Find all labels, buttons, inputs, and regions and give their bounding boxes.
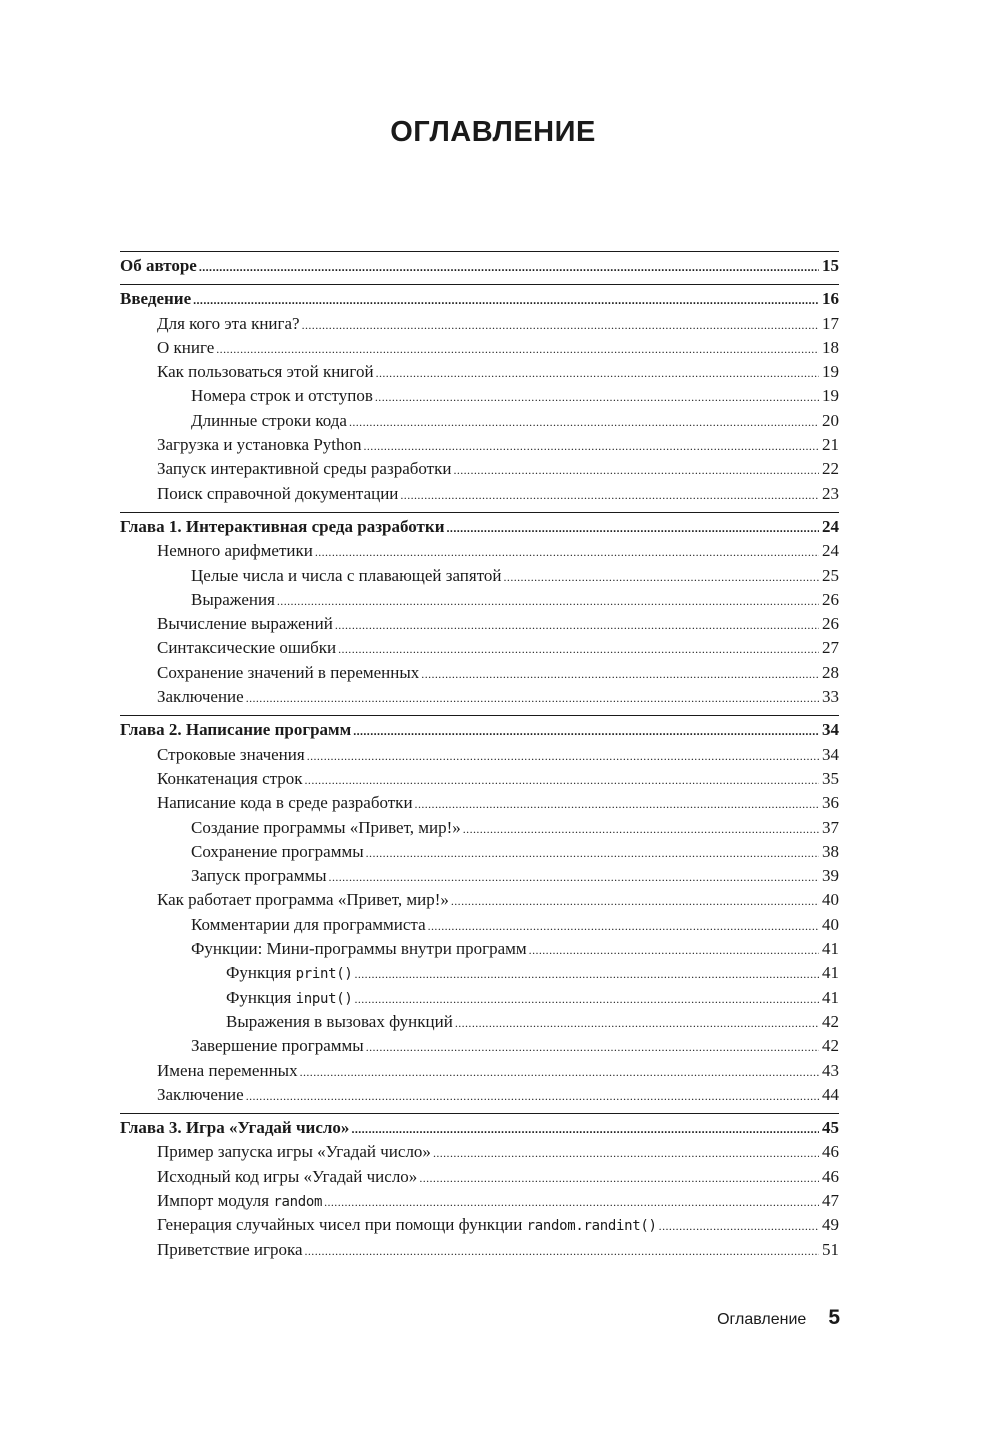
toc-entry[interactable] xyxy=(120,840,839,864)
toc-section xyxy=(120,251,839,284)
toc-entry-text: Поиск справочной документации xyxy=(157,483,399,503)
toc-entry-title xyxy=(120,636,338,660)
toc-entry-title xyxy=(120,1140,433,1164)
toc-entry[interactable] xyxy=(120,685,839,709)
toc-page-number: 19 xyxy=(822,362,839,382)
toc-page-number: 51 xyxy=(822,1239,839,1259)
toc-entry-title xyxy=(120,791,415,815)
toc-entry-text: Написание кода в среде разработки xyxy=(157,793,413,813)
dot-leader xyxy=(277,588,819,613)
toc-entry[interactable] xyxy=(120,588,839,612)
dot-leader xyxy=(246,1083,819,1108)
toc-entry[interactable] xyxy=(120,1034,839,1058)
toc-entry-text: Комментарии для программиста xyxy=(191,914,426,934)
toc-page-number: 39 xyxy=(822,866,839,886)
toc-entry-title xyxy=(120,588,277,612)
toc-entry-text: Строковые значения xyxy=(157,744,305,764)
toc-page-number: 28 xyxy=(822,662,839,682)
toc-page-number: 43 xyxy=(822,1060,839,1080)
toc-page-number: 34 xyxy=(822,720,839,740)
toc-entry-text: Глава 2. Написание программ xyxy=(120,720,352,740)
dot-leader xyxy=(246,685,819,710)
toc-entry-title xyxy=(120,1165,419,1189)
dot-leader xyxy=(529,937,819,962)
dot-leader xyxy=(351,1116,819,1141)
toc-page-number: 45 xyxy=(822,1118,839,1138)
toc-entry-title xyxy=(120,840,366,864)
toc-page-number: 41 xyxy=(822,963,839,983)
toc-page-number: 24 xyxy=(822,541,839,561)
toc-entry-title xyxy=(120,1010,455,1034)
toc-entry[interactable] xyxy=(120,791,839,815)
toc-entry-title xyxy=(120,612,335,636)
dot-leader xyxy=(335,612,819,637)
toc-entry-text: Запуск программы xyxy=(191,866,327,886)
toc-entry[interactable] xyxy=(120,539,839,563)
toc-entry-text: Целые числа и числа с плавающей запятой xyxy=(191,565,502,585)
toc-page-number: 41 xyxy=(822,939,839,959)
toc-entry-title xyxy=(120,1116,351,1140)
toc-entry-text: Импорт модуля xyxy=(157,1190,274,1210)
toc-entry[interactable] xyxy=(120,743,839,767)
toc-page-number: 22 xyxy=(822,459,839,479)
toc-chapter-entry[interactable] xyxy=(120,1116,839,1140)
toc-entry[interactable] xyxy=(120,360,839,384)
toc-entry-title xyxy=(120,937,529,961)
dot-leader xyxy=(433,1140,819,1165)
dot-leader xyxy=(302,312,819,337)
toc-chapter-entry[interactable] xyxy=(120,254,839,278)
toc-entry-title xyxy=(120,409,349,433)
toc-entry-code: random.randint() xyxy=(526,1218,657,1235)
toc-page-number: 27 xyxy=(822,638,839,658)
toc-page-number: 21 xyxy=(822,435,839,455)
toc-entry-text: Длинные строки кода xyxy=(191,410,347,430)
toc-entry-text: Загрузка и установка Python xyxy=(157,435,362,455)
toc-page-number: 41 xyxy=(822,987,839,1007)
dot-leader xyxy=(375,384,819,409)
toc-entry-title xyxy=(120,457,453,481)
toc-page-number: 38 xyxy=(822,841,839,861)
toc-chapter-entry[interactable] xyxy=(120,287,839,311)
toc-page-number: 20 xyxy=(822,410,839,430)
toc-entry-text: Функции: Мини-программы внутри программ xyxy=(191,939,527,959)
toc-chapter-entry[interactable] xyxy=(120,718,839,742)
dot-leader xyxy=(447,515,819,540)
toc-page-number: 35 xyxy=(822,768,839,788)
dot-leader xyxy=(193,287,819,312)
toc-entry[interactable] xyxy=(120,1238,839,1262)
page-number: 5 xyxy=(828,1306,840,1329)
toc-entry-text: Функция xyxy=(226,987,296,1007)
dot-leader xyxy=(659,1213,819,1238)
toc-page-number: 44 xyxy=(822,1084,839,1104)
toc-entry-title xyxy=(120,287,193,311)
dot-leader xyxy=(428,913,819,938)
toc-entry[interactable] xyxy=(120,482,839,506)
dot-leader xyxy=(329,864,819,889)
toc-entry-text: Об авторе xyxy=(120,256,197,275)
dot-leader xyxy=(349,409,819,434)
toc-page-number: 16 xyxy=(822,289,839,309)
toc-entry[interactable] xyxy=(120,1213,839,1237)
toc-page-number: 37 xyxy=(822,817,839,837)
toc-entry-title xyxy=(120,767,305,791)
dot-leader xyxy=(366,1034,819,1059)
toc-entry-title xyxy=(120,1059,300,1083)
toc-entry-title xyxy=(120,864,329,888)
toc-entry[interactable] xyxy=(120,661,839,685)
toc-page-number: 40 xyxy=(822,890,839,910)
toc-entry-text: Немного арифметики xyxy=(157,541,313,561)
toc-entry-title xyxy=(120,515,447,539)
toc-entry-title xyxy=(120,816,463,840)
toc-entry[interactable] xyxy=(120,312,839,336)
toc-entry-text: Генерация случайных чисел при помощи функции xyxy=(157,1215,527,1235)
running-title: Оглавление xyxy=(717,1311,807,1328)
toc-entry-text: Для кого эта книга? xyxy=(157,313,300,333)
toc-entry[interactable] xyxy=(120,1165,839,1189)
toc-entry-text: Как пользоваться этой книгой xyxy=(157,362,374,382)
toc-page-number: 25 xyxy=(822,565,839,585)
toc-entry-text: Вычисление выражений xyxy=(157,614,333,634)
dot-leader xyxy=(463,816,819,841)
dot-leader xyxy=(421,661,819,686)
toc-entry[interactable] xyxy=(120,1189,839,1213)
toc-entry-code: input() xyxy=(295,990,353,1007)
toc-entry-title xyxy=(120,254,199,278)
dot-leader xyxy=(324,1189,819,1214)
toc-section xyxy=(120,715,839,1113)
toc-page-number: 42 xyxy=(822,1036,839,1056)
toc-entry-text: Номера строк и отступов xyxy=(191,386,373,406)
toc-entry-title xyxy=(120,1034,366,1058)
toc-entry-text: Введение xyxy=(120,289,192,309)
toc-entry[interactable] xyxy=(120,1059,839,1083)
dot-leader xyxy=(354,986,819,1011)
toc-entry[interactable] xyxy=(120,1140,839,1164)
toc-entry-title xyxy=(120,336,216,360)
toc-entry-text: Сохранение значений в переменных xyxy=(157,662,420,682)
toc-section xyxy=(120,1113,839,1268)
toc-entry-text: Конкатенация строк xyxy=(157,768,303,788)
toc-entry[interactable] xyxy=(120,986,839,1010)
dot-leader xyxy=(366,840,819,865)
toc-entry[interactable] xyxy=(120,961,839,985)
toc-entry[interactable] xyxy=(120,816,839,840)
toc-entry-text: Заключение xyxy=(157,687,244,707)
toc-entry[interactable] xyxy=(120,864,839,888)
toc-entry[interactable] xyxy=(120,612,839,636)
dot-leader xyxy=(451,888,819,913)
dot-leader xyxy=(455,1010,819,1035)
toc-entry-text: Создание программы «Привет, мир!» xyxy=(191,817,461,837)
toc-entry-code: print() xyxy=(295,966,353,983)
toc-entry-text: Как работает программа «Привет, мир!» xyxy=(157,890,449,910)
dot-leader xyxy=(305,767,819,792)
toc-page-number: 47 xyxy=(822,1190,839,1210)
toc-entry-title xyxy=(120,986,354,1011)
toc-entry[interactable] xyxy=(120,336,839,360)
dot-leader xyxy=(305,1238,820,1263)
toc-entry-text: Глава 1. Интерактивная среда разработки xyxy=(120,516,445,536)
toc-page-number: 19 xyxy=(822,386,839,406)
toc-entry-text: Синтаксические ошибки xyxy=(157,638,337,658)
dot-leader xyxy=(315,539,819,564)
toc-section xyxy=(120,512,839,715)
toc-entry-title xyxy=(120,685,246,709)
toc-entry[interactable] xyxy=(120,457,839,481)
toc-entry-title xyxy=(120,888,451,912)
toc-entry-title xyxy=(120,1189,324,1214)
toc-entry-title xyxy=(120,913,428,937)
dot-leader xyxy=(353,718,819,743)
toc-page-number: 18 xyxy=(822,337,839,357)
toc-entry[interactable] xyxy=(120,384,839,408)
toc-entry-text: Выражения xyxy=(191,589,275,609)
page-footer xyxy=(717,1306,840,1330)
toc-page-number: 49 xyxy=(822,1215,839,1235)
toc-entry[interactable] xyxy=(120,888,839,912)
dot-leader xyxy=(307,743,819,768)
toc-entry-code: random xyxy=(273,1193,323,1210)
toc-page-number: 15 xyxy=(822,256,839,275)
toc-section xyxy=(120,284,839,512)
toc-entry-text: Имена переменных xyxy=(157,1060,298,1080)
dot-leader xyxy=(199,254,819,279)
toc-page-number: 17 xyxy=(822,313,839,333)
toc-entry[interactable] xyxy=(120,636,839,660)
toc-page-number: 46 xyxy=(822,1142,839,1162)
toc-page-number: 26 xyxy=(822,589,839,609)
toc-entry[interactable] xyxy=(120,564,839,588)
page-title: ОГЛАВЛЕНИЕ xyxy=(390,116,596,148)
toc-page-number: 46 xyxy=(822,1166,839,1186)
toc-entry-text: Заключение xyxy=(157,1084,244,1104)
toc-page-number: 26 xyxy=(822,614,839,634)
toc-chapter-entry[interactable] xyxy=(120,515,839,539)
toc-entry[interactable] xyxy=(120,913,839,937)
dot-leader xyxy=(504,564,819,589)
dot-leader xyxy=(376,360,819,385)
toc-entry-title xyxy=(120,564,504,588)
toc-page-number: 23 xyxy=(822,483,839,503)
toc-entry-title xyxy=(120,539,315,563)
toc-entry-title xyxy=(120,312,302,336)
toc-entry[interactable] xyxy=(120,1010,839,1034)
toc-entry-title xyxy=(120,433,364,457)
dot-leader xyxy=(364,433,820,458)
toc-entry-text: О книге xyxy=(157,337,215,357)
toc-entry[interactable] xyxy=(120,1083,839,1107)
toc-entry-text: Глава 3. Игра «Угадай число» xyxy=(120,1118,350,1138)
toc-entry-title xyxy=(120,1083,246,1107)
toc-entry-title xyxy=(120,360,376,384)
toc-entry-text: Запуск интерактивной среды разработки xyxy=(157,459,452,479)
table-of-contents xyxy=(120,251,839,1268)
dot-leader xyxy=(419,1165,819,1190)
dot-leader xyxy=(453,457,819,482)
toc-entry-text: Выражения в вызовах функций xyxy=(226,1011,453,1031)
dot-leader xyxy=(216,336,819,361)
toc-entry-title xyxy=(120,482,400,506)
toc-entry-text: Функция xyxy=(226,963,296,983)
toc-entry[interactable] xyxy=(120,937,839,961)
toc-entry-title xyxy=(120,1213,659,1238)
toc-entry-text: Приветствие игрока xyxy=(157,1239,303,1259)
toc-entry-title xyxy=(120,718,353,742)
dot-leader xyxy=(400,482,819,507)
toc-entry-text: Пример запуска игры «Угадай число» xyxy=(157,1142,431,1162)
dot-leader xyxy=(354,961,819,986)
toc-page-number: 40 xyxy=(822,914,839,934)
toc-entry[interactable] xyxy=(120,433,839,457)
toc-entry-text: Завершение программы xyxy=(191,1036,364,1056)
dot-leader xyxy=(415,791,819,816)
toc-entry-title xyxy=(120,743,307,767)
toc-entry-title xyxy=(120,961,354,986)
toc-entry[interactable] xyxy=(120,409,839,433)
toc-entry-text: Сохранение программы xyxy=(191,841,364,861)
toc-entry-text: Исходный код игры «Угадай число» xyxy=(157,1166,418,1186)
toc-page-number: 24 xyxy=(822,516,839,536)
toc-entry-title xyxy=(120,1238,305,1262)
toc-entry-title xyxy=(120,661,421,685)
toc-entry[interactable] xyxy=(120,767,839,791)
toc-entry-title xyxy=(120,384,375,408)
dot-leader xyxy=(300,1059,819,1084)
toc-page-number: 42 xyxy=(822,1011,839,1031)
toc-page-number: 33 xyxy=(822,687,839,707)
toc-page-number: 34 xyxy=(822,744,839,764)
dot-leader xyxy=(338,636,819,661)
toc-page-number: 36 xyxy=(822,793,839,813)
